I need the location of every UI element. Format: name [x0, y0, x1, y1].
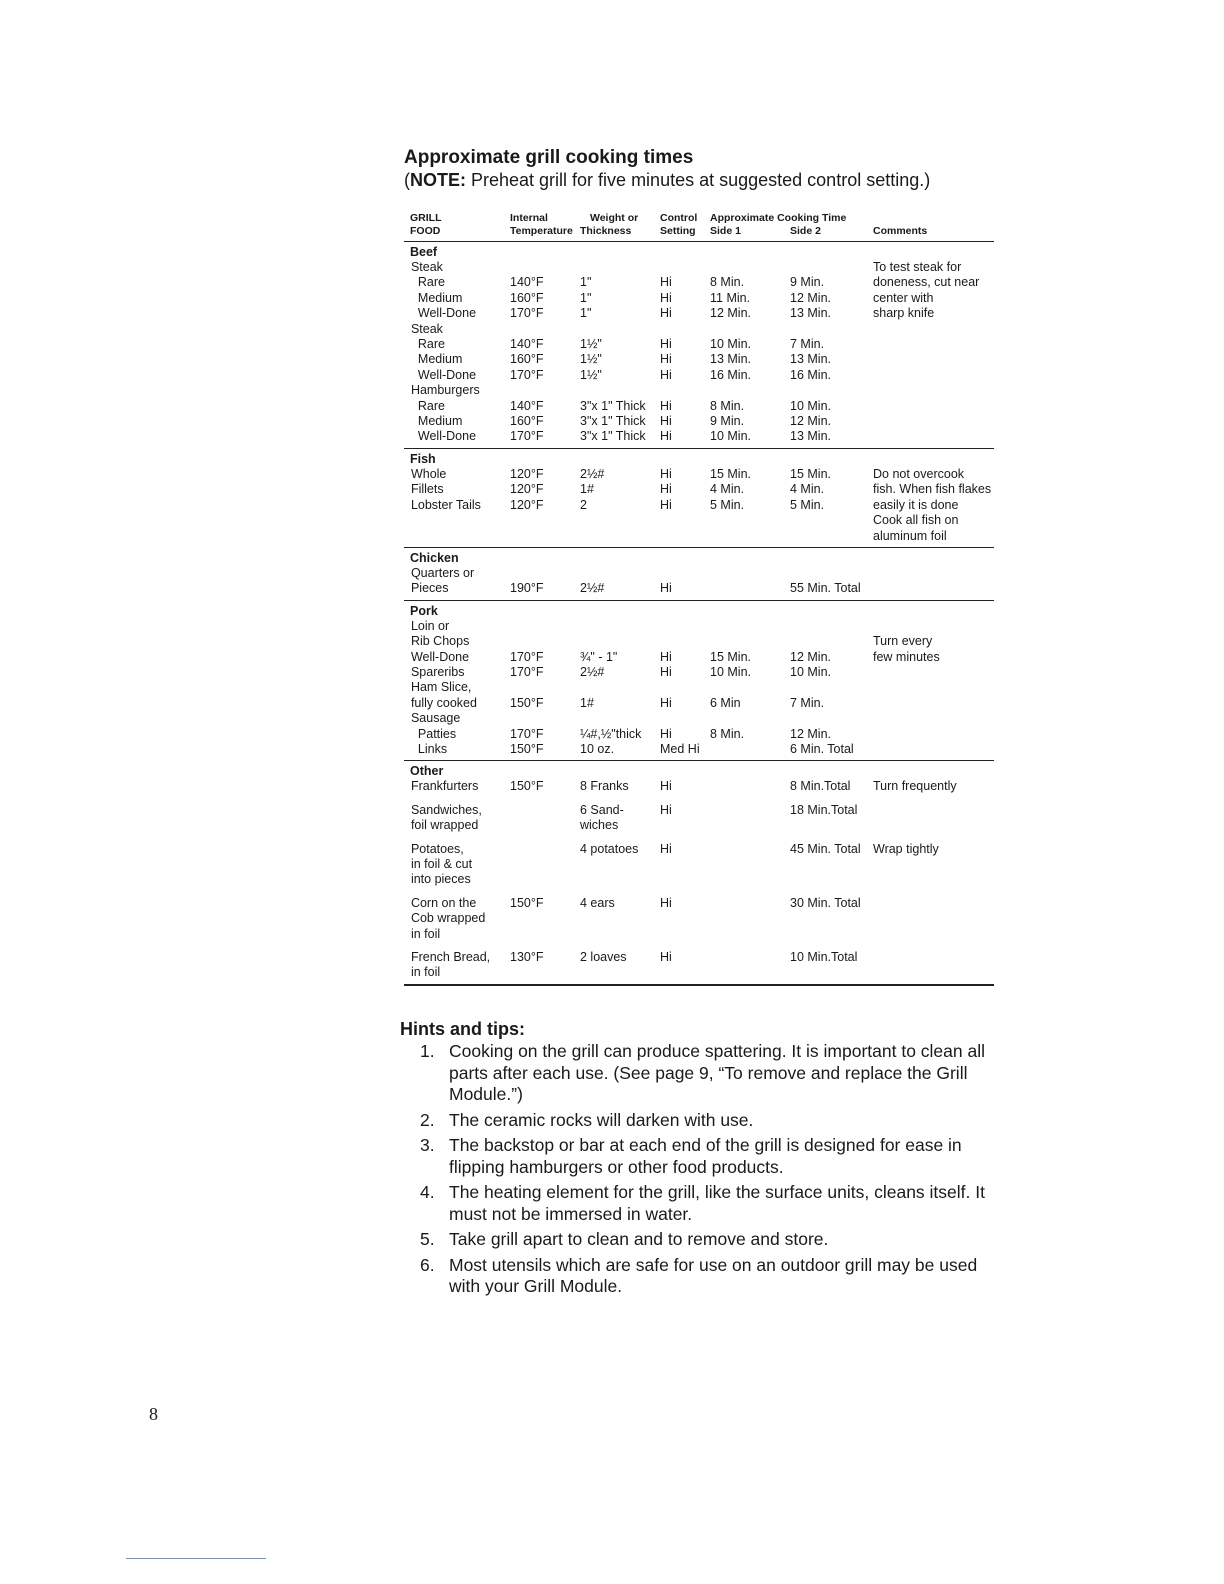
table-row [404, 896, 994, 942]
side1-time-cell: 13 Min. [710, 352, 751, 367]
hint-number: 2. [420, 1109, 435, 1130]
temperature-cell: 140°F [510, 275, 544, 290]
temperature-cell: 140°F [510, 337, 544, 352]
weight-cell: 1" [580, 290, 592, 305]
side2-time-cell: 13 Min. [790, 429, 831, 444]
header-temp-line2: Temperature [510, 225, 573, 237]
weight-cell: 6 Sand- wiches [580, 802, 624, 833]
side1-time-cell: 10 Min. [710, 664, 751, 679]
temperature-cell: 170°F [510, 429, 544, 444]
weight-cell: 2½# [580, 664, 605, 679]
table-row [404, 566, 994, 597]
table-section-fish [404, 449, 994, 548]
weight-cell: 2½# [580, 466, 605, 481]
food-cell [404, 529, 499, 544]
food-cell: Well-Done [404, 306, 477, 321]
table-section-other [404, 761, 994, 985]
header-food-line1: GRILL [410, 212, 442, 224]
hint-number: 6. [420, 1254, 435, 1275]
side1-time-cell: 8 Min. [710, 398, 745, 413]
hint-number: 5. [420, 1229, 435, 1249]
side2-time-cell: 10 Min. [790, 398, 831, 413]
food-cell: Potatoes, in foil & cut into pieces [410, 841, 473, 887]
table-row [404, 779, 994, 794]
setting-cell: Hi [660, 664, 672, 679]
food-cell: Frankfurters [404, 779, 479, 794]
food-cell: Ham Slice, fully cooked [410, 680, 477, 710]
food-cell: Steak [404, 260, 443, 274]
weight-cell: 1# [580, 695, 594, 710]
food-cell: Spareribs [404, 664, 465, 679]
section-title: Pork [410, 603, 438, 618]
food-cell: French Bread, in foil [410, 950, 491, 980]
comment-cell: Turn frequently [873, 779, 957, 794]
setting-cell: Hi [660, 841, 672, 856]
setting-cell: Hi [660, 367, 672, 382]
side2-time-cell: 10 Min. [790, 664, 831, 679]
hint-item [416, 1110, 996, 1132]
weight-cell: 2 loaves [580, 950, 627, 965]
hint-item [416, 1182, 996, 1225]
side2-time-cell: 45 Min. Total [790, 841, 861, 856]
setting-cell: Hi [660, 779, 672, 794]
food-cell: Sausage [404, 711, 461, 726]
weight-cell: 10 oz. [580, 741, 615, 756]
temperature-cell: 140°F [510, 398, 544, 413]
setting-cell: Hi [660, 950, 672, 965]
food-cell: Well-Done [404, 429, 477, 444]
setting-cell: Hi [660, 290, 672, 305]
setting-cell: Hi [660, 581, 672, 596]
temperature-cell: 160°F [510, 290, 544, 305]
hint-item [416, 1255, 996, 1298]
table-row [404, 306, 994, 321]
table-row [404, 513, 994, 528]
comment-cell: Turn every few minutes [873, 634, 940, 664]
temperature-cell: 120°F [510, 482, 544, 497]
food-cell: Well-Done [404, 649, 470, 664]
header-time: Approximate Cooking Time [710, 212, 847, 224]
side1-time-cell: 16 Min. [710, 367, 751, 382]
table-row [404, 803, 994, 834]
side1-time-cell: 11 Min. [710, 290, 751, 305]
temperature-cell: 170°F [510, 726, 544, 741]
food-cell: Rare [404, 337, 445, 352]
header-weight-line1: Weight or [590, 212, 639, 224]
table-row [404, 950, 994, 981]
note-label: NOTE: [410, 170, 466, 190]
weight-cell: 1½" [580, 337, 602, 352]
food-cell: Medium [404, 352, 463, 367]
setting-cell: Hi [660, 895, 672, 910]
table-row [404, 337, 994, 352]
food-cell: Whole [404, 466, 447, 481]
side2-time-cell: 8 Min.Total [790, 779, 851, 794]
table-body [404, 242, 994, 986]
hint-number: 4. [420, 1182, 435, 1202]
comment-cell: To test steak for doneness, cut near center with sharp knife [873, 260, 980, 321]
side2-time-cell: 4 Min. [790, 482, 825, 497]
side2-time-cell: 13 Min. [790, 306, 831, 321]
table-row [404, 498, 994, 513]
table-row [404, 711, 994, 726]
section-title: Chicken [410, 550, 459, 565]
table-header [404, 209, 994, 242]
comment-cell: Do not overcook fish. When fish flakes easily it is done Cook all fish on aluminum foil [873, 466, 992, 543]
table-row [404, 665, 994, 680]
side1-time-cell: 10 Min. [710, 337, 751, 352]
hint-item [416, 1135, 996, 1178]
side2-time-cell: 10 Min.Total [790, 950, 858, 965]
table-row [404, 368, 994, 383]
header-food-line2: FOOD [410, 225, 441, 237]
weight-cell: 2 [580, 497, 587, 512]
table-row [404, 680, 994, 711]
hints-title: Hints and tips: [400, 1019, 525, 1039]
hint-text: Take grill apart to clean and to remove and store. [449, 1229, 829, 1249]
temperature-cell: 170°F [510, 367, 544, 382]
note-text: Preheat grill for five minutes at suggested control setting.) [466, 170, 931, 190]
table-row [404, 291, 994, 306]
temperature-cell: 170°F [510, 664, 544, 679]
temperature-cell: 120°F [510, 497, 544, 512]
table-row [404, 352, 994, 367]
section-title: Beef [410, 245, 438, 259]
side2-time-cell: 7 Min. [790, 337, 825, 352]
setting-cell: Hi [660, 275, 672, 290]
side1-time-cell: 10 Min. [710, 429, 751, 444]
header-side2: Side 2 [790, 225, 821, 237]
side2-time-cell: 12 Min. [790, 726, 831, 741]
food-cell: Rare [404, 398, 445, 413]
temperature-cell: 150°F [510, 895, 544, 910]
table-row [404, 650, 994, 665]
weight-cell: 1½" [580, 367, 602, 382]
food-cell: Loin or Rib Chops [410, 618, 470, 649]
header-weight-line2: Thickness [580, 225, 632, 237]
hints-list [416, 1041, 996, 1302]
page-number: 8 [149, 1404, 158, 1424]
table-section-pork [404, 601, 994, 762]
temperature-cell: 190°F [510, 581, 544, 596]
food-cell: Steak [404, 321, 443, 336]
weight-cell: ¼#,½"thick [580, 726, 642, 741]
side2-time-cell: 7 Min. [790, 695, 825, 710]
setting-cell: Hi [660, 398, 672, 413]
preheat-note [404, 169, 930, 191]
hint-text: The ceramic rocks will darken with use. [449, 1109, 754, 1130]
header-side1: Side 1 [710, 225, 741, 237]
weight-cell: 1½" [580, 352, 602, 367]
setting-cell: Hi [660, 482, 672, 497]
table-row [404, 742, 994, 757]
weight-cell: 1# [580, 482, 594, 497]
weight-cell: 1" [580, 306, 592, 321]
side2-time-cell: 5 Min. [790, 497, 825, 512]
table-row [404, 383, 994, 398]
side1-time-cell: 4 Min. [710, 482, 745, 497]
comment-cell: Wrap tightly [873, 841, 939, 856]
side2-time-cell: 12 Min. [790, 649, 831, 664]
food-cell: Corn on the Cob wrapped in foil [410, 895, 486, 941]
setting-cell: Hi [660, 352, 672, 367]
food-cell [404, 513, 499, 528]
weight-cell: 4 potatoes [580, 841, 639, 856]
hint-number: 1. [420, 1041, 435, 1061]
side2-time-cell: 12 Min. [790, 414, 831, 429]
temperature-cell: 170°F [510, 649, 544, 664]
temperature-cell: 150°F [510, 779, 544, 794]
side2-time-cell: 13 Min. [790, 352, 831, 367]
section-title: Other [410, 764, 444, 779]
hint-text: Cooking on the grill can produce spattering. It is important to clean all parts after each use. (See page 9, “To remove and replace the Grill Module.”) [449, 1041, 985, 1104]
page-title: Approximate grill cooking times [404, 147, 694, 168]
side2-time-cell: 30 Min. Total [790, 895, 861, 910]
table-row [404, 275, 994, 290]
header-setting-line2: Setting [660, 225, 696, 237]
setting-cell: Hi [660, 429, 672, 444]
table-row [404, 842, 994, 888]
weight-cell: 3"x 1" Thick [580, 429, 646, 444]
setting-cell: Hi [660, 695, 672, 710]
food-cell: Well-Done [404, 367, 477, 382]
setting-cell: Med Hi [660, 741, 700, 756]
hint-text: The backstop or bar at each end of the grill is designed for ease in flipping hamburgers or other food products. [449, 1135, 962, 1177]
setting-cell: Hi [660, 306, 672, 321]
side2-time-cell: 18 Min.Total [790, 802, 858, 817]
table-row [404, 529, 994, 544]
table-row [404, 482, 994, 497]
table-section-chicken [404, 548, 994, 601]
setting-cell: Hi [660, 802, 672, 817]
food-cell: Quarters or Pieces [410, 565, 475, 596]
side1-time-cell: 15 Min. [710, 649, 751, 664]
side2-time-cell: 6 Min. Total [790, 741, 854, 756]
hint-text: Most utensils which are safe for use on an outdoor grill may be used with your Grill Module. [449, 1254, 978, 1296]
food-cell: Fillets [404, 482, 444, 497]
food-cell: Hamburgers [404, 383, 480, 398]
side2-time-cell: 15 Min. [790, 466, 831, 481]
food-cell: Links [404, 741, 448, 756]
setting-cell: Hi [660, 497, 672, 512]
food-cell: Medium [404, 414, 463, 429]
note-open: ( [404, 170, 410, 190]
weight-cell: 2½# [580, 581, 605, 596]
side2-time-cell: 16 Min. [790, 367, 831, 382]
side2-time-cell: 55 Min. Total [790, 581, 861, 596]
hint-item [416, 1229, 996, 1251]
temperature-cell: 130°F [510, 950, 544, 965]
temperature-cell: 160°F [510, 352, 544, 367]
food-cell: Lobster Tails [404, 497, 481, 512]
food-cell: Sandwiches, foil wrapped [410, 802, 482, 833]
side1-time-cell: 8 Min. [710, 275, 745, 290]
header-temp-line1: Internal [510, 212, 548, 224]
hint-number: 3. [420, 1135, 435, 1155]
hint-text: The heating element for the grill, like the surface units, cleans itself. It must not be immersed in water. [449, 1182, 985, 1224]
setting-cell: Hi [660, 649, 672, 664]
table-row [404, 322, 994, 337]
setting-cell: Hi [660, 337, 672, 352]
setting-cell: Hi [660, 726, 672, 741]
side1-time-cell: 5 Min. [710, 497, 745, 512]
weight-cell: 8 Franks [580, 779, 629, 794]
side1-time-cell: 6 Min [710, 695, 741, 710]
weight-cell: 3"x 1" Thick [580, 398, 646, 413]
side2-time-cell: 9 Min. [790, 275, 825, 290]
footer-rule [126, 1558, 266, 1559]
section-title: Fish [410, 451, 436, 466]
table-row [404, 429, 994, 444]
food-cell: Patties [404, 726, 457, 741]
side2-time-cell: 12 Min. [790, 290, 831, 305]
temperature-cell: 150°F [510, 695, 544, 710]
side1-time-cell: 8 Min. [710, 726, 745, 741]
table-section-beef [404, 242, 994, 449]
temperature-cell: 120°F [510, 466, 544, 481]
weight-cell: 1" [580, 275, 592, 290]
table-row [404, 399, 994, 414]
hint-item [416, 1041, 996, 1106]
weight-cell: 4 ears [580, 895, 615, 910]
cooking-times-table [404, 209, 994, 986]
temperature-cell: 160°F [510, 414, 544, 429]
temperature-cell: 170°F [510, 306, 544, 321]
side1-time-cell: 15 Min. [710, 466, 751, 481]
side1-time-cell: 9 Min. [710, 414, 745, 429]
header-comments: Comments [873, 225, 928, 237]
setting-cell: Hi [660, 466, 672, 481]
weight-cell: ¾" - 1" [580, 649, 618, 664]
side1-time-cell: 12 Min. [710, 306, 751, 321]
table-row [404, 414, 994, 429]
weight-cell: 3"x 1" Thick [580, 414, 646, 429]
table-row [404, 727, 994, 742]
header-setting-line1: Control [660, 212, 698, 224]
food-cell: Medium [404, 290, 463, 305]
food-cell: Rare [404, 275, 445, 290]
setting-cell: Hi [660, 414, 672, 429]
temperature-cell: 150°F [510, 741, 544, 756]
